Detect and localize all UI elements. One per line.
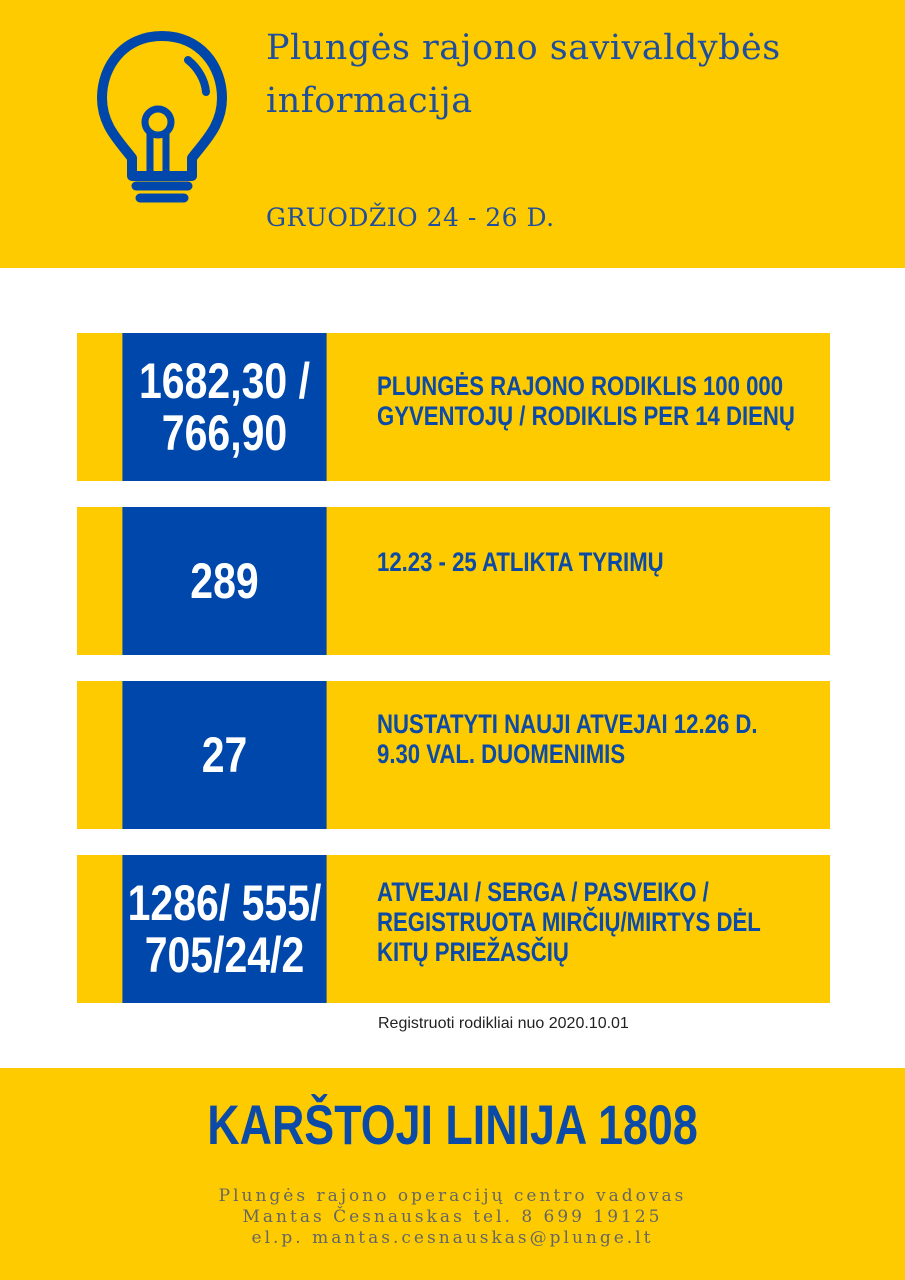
hotline-title: KARŠTOJI LINIJA 1808 (207, 1093, 698, 1156)
contact-info: Plungės rajono operacijų centro vadovas Mantas Česnauskas tel. 8 699 19125 el.p. mantas.cesnauskas@plunge.lt (218, 1186, 687, 1248)
header-banner (0, 0, 905, 268)
footer-banner (0, 1068, 905, 1280)
stat-row-rate (77, 333, 830, 481)
stat-value: 1286/ 555/ 705/24/2 (122, 855, 326, 1003)
stat-label: PLUNGĖS RAJONO RODIKLIS 100 000 GYVENTOJŲ / RODIKLIS PER 14 DIENŲ (377, 371, 795, 431)
stat-value: 289 (122, 507, 326, 655)
lightbulb-icon (92, 26, 232, 216)
stat-label: NUSTATYTI NAUJI ATVEJAI 12.26 D. 9.30 VAL. DUOMENIMIS (377, 709, 758, 769)
date-range: GRUODŽIO 24 - 26 D. (266, 203, 555, 232)
page-title: Plungės rajono savivaldybės informacija (266, 28, 781, 121)
stat-value: 1682,30 / 766,90 (122, 333, 326, 481)
stat-value: 27 (122, 681, 326, 829)
stat-row-totals (77, 855, 830, 1003)
stat-label: 12.23 - 25 ATLIKTA TYRIMŲ (377, 547, 664, 577)
stat-row-new-cases (77, 681, 830, 829)
registration-note: Registruoti rodikliai nuo 2020.10.01 (378, 1015, 629, 1032)
stat-row-tests (77, 507, 830, 655)
stat-label: ATVEJAI / SERGA / PASVEIKO / REGISTRUOTA MIRČIŲ/MIRTYS DĖL KITŲ PRIEŽASČIŲ (377, 877, 761, 967)
